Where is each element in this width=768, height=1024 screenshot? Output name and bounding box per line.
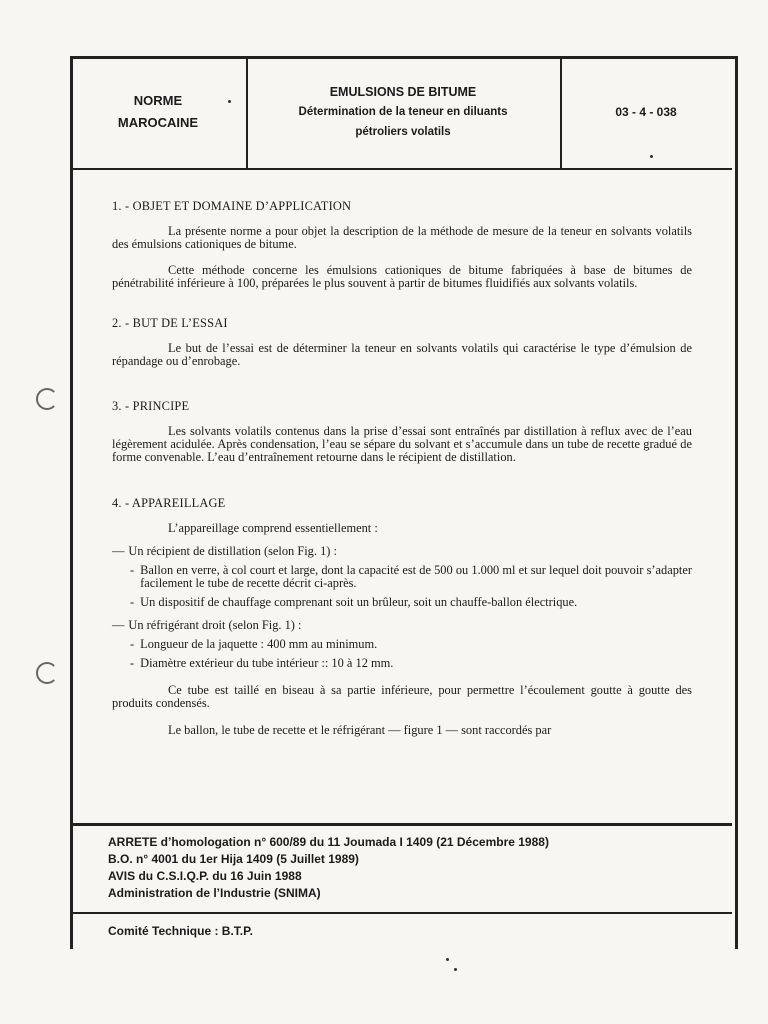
org-line-2: MAROCAINE — [117, 115, 199, 130]
list-item — [112, 638, 692, 651]
section-4-intro: L’appareillage comprend essentiellement : — [168, 521, 378, 535]
list-item — [112, 564, 692, 590]
section-4-item-2: Un réfrigérant droit (selon Fig. 1) : — [128, 618, 302, 632]
dash-marker: - — [130, 637, 135, 651]
header-title-block — [246, 56, 562, 168]
section-4-item-1: Un récipient de distillation (selon Fig. 1) : — [128, 544, 337, 558]
section-1-title: 1. - OBJET ET DOMAINE D’APPLICATION — [112, 199, 352, 213]
section-3-paragraph-1: Les solvants volatils contenus dans la prise d’essai sont entraînés par distillation à reflux avec de l’eau légèrement acidulée. Après condensation, l’eau se sépare du solvant et s’accumule dans un tube de recette gradué de forme convenable. L’eau d’entraînement retourne dans le récipient de distillation. — [112, 424, 692, 464]
footer-line-4: Administration de l’Industrie (SNIMA) — [108, 886, 321, 900]
document-footer — [70, 823, 732, 951]
footer-divider — [70, 912, 732, 914]
header-code — [560, 56, 732, 168]
list-item — [112, 596, 692, 609]
dash-marker: — — [112, 618, 125, 632]
speck — [228, 100, 231, 103]
header-org — [70, 56, 248, 168]
footer-references — [108, 834, 549, 902]
section-4-item-1-sub-1: Ballon en verre, à col court et large, dont la capacité est de 500 ou 1.000 ml et sur lequel doit pouvoir s’adapter facilement le tube de recette décrit ci-après. — [140, 563, 692, 590]
footer-line-3: AVIS du C.S.I.Q.P. du 16 Juin 1988 — [108, 869, 302, 883]
list-item — [112, 657, 692, 670]
dash-marker: - — [130, 656, 135, 670]
section-2-title: 2. - BUT DE L’ESSAI — [112, 316, 228, 330]
footer-line-2: B.O. n° 4001 du 1er Hija 1409 (5 Juillet 1989) — [108, 852, 359, 866]
document-subtitle-2: pétroliers volatils — [355, 126, 451, 138]
section-4-paragraph-3: Le ballon, le tube de recette et le réfrigérant — figure 1 — sont raccordés par — [168, 723, 552, 737]
section-4-paragraph-2: Ce tube est taillé en biseau à sa partie inférieure, pour permettre l’écoulement goutte à goutte des produits condensés. — [112, 683, 692, 710]
punch-hole-icon — [36, 662, 58, 684]
dash-marker: - — [130, 563, 135, 577]
org-line-1: NORME — [133, 93, 183, 108]
section-4-item-2-sub-2: Diamètre extérieur du tube intérieur :: 10 à 12 mm. — [140, 656, 394, 670]
speck — [446, 958, 449, 961]
section-2-paragraph-1: Le but de l’essai est de déterminer la teneur en solvants volatils qui caractérise le type d’émulsion de répandage ou d’enrobage. — [112, 341, 692, 368]
section-4-item-2-sub-1: Longueur de la jaquette : 400 mm au minimum. — [140, 637, 378, 651]
footer-line-1: ARRETE d’homologation n° 600/89 du 11 Joumada I 1409 (21 Décembre 1988) — [108, 835, 549, 849]
section-4-title: 4. - APPAREILLAGE — [112, 496, 226, 510]
list-item — [112, 545, 692, 558]
section-1-paragraph-2: Cette méthode concerne les émulsions cationiques de bitume fabriquées à base de bitumes de pénétrabilité inférieure à 100, préparées le plus souvent à partir de bitumes fluidifiés aux solvants volatils. — [112, 263, 692, 290]
speck — [650, 155, 653, 158]
dash-marker: - — [130, 595, 135, 609]
punch-hole-icon — [36, 388, 58, 410]
section-1-paragraph-1: La présente norme a pour objet la description de la méthode de mesure de la teneur en solvants volatils des émulsions cationiques de bitume. — [112, 224, 692, 251]
footer-comite: Comité Technique : B.T.P. — [108, 924, 253, 938]
document-subtitle-1: Détermination de la teneur en diluants — [298, 106, 508, 118]
document-header — [70, 56, 732, 170]
section-3-title: 3. - PRINCIPE — [112, 399, 190, 413]
speck — [454, 968, 457, 971]
norm-code: 03 - 4 - 038 — [615, 105, 677, 119]
document-body — [112, 200, 692, 737]
section-4-item-1-sub-2: Un dispositif de chauffage comprenant soit un brûleur, soit un chauffe-ballon électrique. — [140, 595, 578, 609]
document-title: EMULSIONS DE BITUME — [329, 85, 477, 99]
list-item — [112, 619, 692, 632]
dash-marker: — — [112, 544, 125, 558]
